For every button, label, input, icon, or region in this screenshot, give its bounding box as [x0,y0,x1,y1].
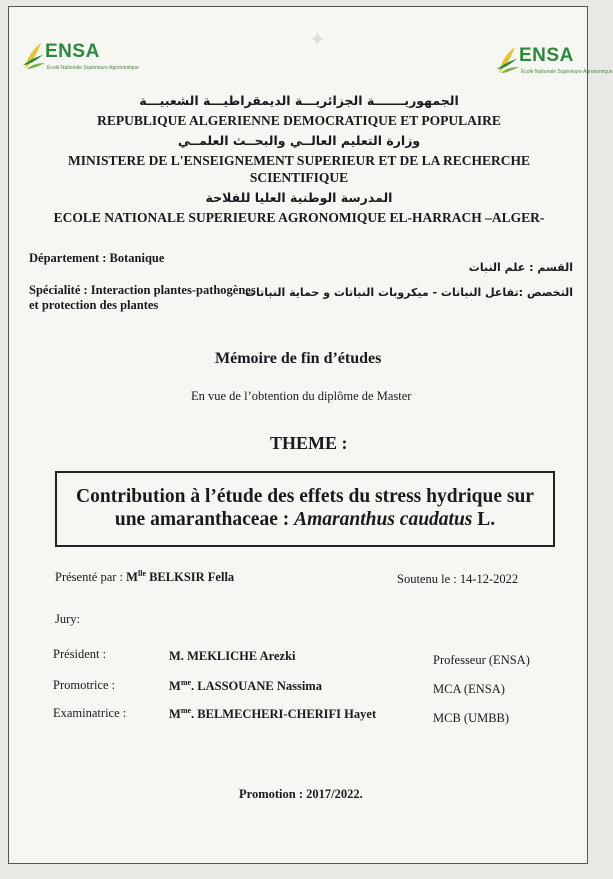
french-ministry-title-line1: MINISTERE DE L'ENSEIGNEMENT SUPERIEUR ET DE LA RECHERCHE [68,153,530,168]
promotion-line: Promotion : 2017/2022. [239,787,363,801]
logo-text: ENSA [45,41,100,62]
logo-text: ENSA [519,45,574,66]
jury-member-rank: MCB (UMBB) [433,711,510,725]
jury-member-surname: . BELMECHERI-CHERIFI Hayet [191,707,377,722]
bleed-through-mark: ✦ [309,29,326,51]
memoire-title: Mémoire de fin d’études [215,350,382,367]
specialty-ar: التخصص :تفاعل النباتات - ميكروبات النباتات و حماية النباتات [244,286,573,299]
french-republic-title: REPUBLIQUE ALGERIENNE DEMOCRATIQUE ET POPULAIRE [97,113,501,128]
jury-member-rank: Professeur (ENSA) [433,653,530,667]
defense-date: 14-12-2022 [459,572,519,586]
memoire-subtitle: En vue de l’obtention du diplôme de Master [191,389,412,403]
logo-subtitle: École Nationale Supérieure Agronomique [521,69,613,75]
specialty-fr-line2: et protection des plantes [29,298,159,312]
jury-member-surname: . LASSOUANE Nassima [191,679,322,694]
department-fr: Département : Botanique [29,251,165,265]
jury-member-title: M [169,707,181,722]
ensa-logo-left [21,39,139,75]
jury-role: Examinatrice : [53,706,127,720]
logo-subtitle: École Nationale Supérieure Agronomique [47,65,139,71]
document-page [8,6,613,864]
wheat-leaf-icon [495,45,521,75]
theme-title-line2 [57,509,553,531]
presenter-title: M [126,570,138,585]
jury-member-surname: MEKLICHE Arezki [183,649,296,663]
french-ministry-title-line2: SCIENTIFIQUE [249,170,349,185]
theme-title-line1: Contribution à l’étude des effets du stress hydrique sur [76,486,534,507]
presenter-title-sup: lle [137,569,146,578]
theme-box [55,471,555,547]
jury-member-name [169,649,296,664]
defense-label: Soutenu le : [397,572,460,586]
theme-species-name: Amaranthus caudatus [294,509,473,530]
french-school-title: ECOLE NATIONALE SUPERIEURE AGRONOMIQUE EL-HARRACH –ALGER- [53,210,545,225]
presenter-label: Présenté par : [55,570,127,585]
defense-line [397,572,518,587]
ensa-logo-right [495,43,613,79]
jury-label: Jury: [55,612,80,626]
presenter-name: BELKSIR Fella [145,570,235,585]
arabic-school-title: المدرسة الوطنية العليا للفلاحة [205,190,393,205]
jury-role: Président : [53,647,107,661]
wheat-leaf-icon [21,41,47,71]
jury-member-name [169,678,322,694]
jury-member-title-sup: me [180,706,192,715]
jury-member-title: M. [169,649,184,663]
arabic-republic-title: الجمهوريـــــــة الجزائريـــة الديمقراطيـــة الشعبيـــة [139,93,459,108]
theme-line2-prefix: une amaranthaceae : [114,509,295,530]
theme-label: THEME : [270,433,348,453]
jury-member-rank: MCA (ENSA) [433,682,505,696]
jury-member-name [169,706,376,722]
presenter-line [55,569,234,585]
theme-line2-suffix: L. [472,509,496,530]
jury-member-title: M [169,679,181,694]
jury-member-title-sup: me [180,678,192,687]
specialty-fr-line1: Spécialité : Interaction plantes-pathogènes [29,283,256,297]
jury-role: Promotrice : [53,678,116,692]
arabic-ministry-title: وزارة التعليم العالــي والبحــث العلمــي [177,133,421,148]
department-ar: القسم : علم النبات [468,261,573,274]
